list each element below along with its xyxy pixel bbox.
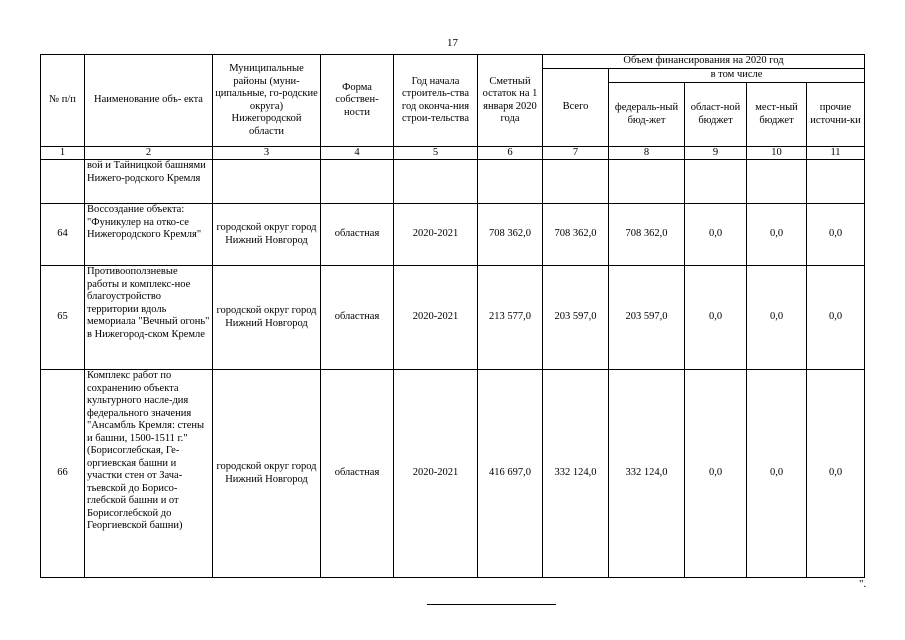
cell-federal (609, 160, 685, 204)
table-row (41, 266, 865, 370)
cell-other: 0,0 (807, 204, 865, 266)
cell-local: 0,0 (747, 204, 807, 266)
header-federal: федераль-ный бюд-жет (609, 83, 685, 147)
header-name: Наименование объ- екта (85, 55, 213, 147)
cell-other: 0,0 (807, 370, 865, 578)
header-other: прочие источни-ки (807, 83, 865, 147)
column-number: 10 (747, 147, 807, 160)
cell-total: 203 597,0 (543, 266, 609, 370)
column-number: 1 (41, 147, 85, 160)
end-rule (427, 604, 556, 605)
column-number: 6 (478, 147, 543, 160)
cell-local: 0,0 (747, 370, 807, 578)
cell-local: 0,0 (747, 266, 807, 370)
column-number: 9 (685, 147, 747, 160)
cell-other (807, 160, 865, 204)
cell-ownership: областная (321, 204, 394, 266)
column-number: 5 (394, 147, 478, 160)
cell-name: вой и Тайницкой башнями Нижего-родского Кремля (85, 160, 213, 204)
cell-regional: 0,0 (685, 204, 747, 266)
closing-quote-mark: ". (859, 578, 867, 590)
cell-other: 0,0 (807, 266, 865, 370)
cell-district: городской округ город Нижний Новгород (213, 370, 321, 578)
column-number: 7 (543, 147, 609, 160)
column-number: 4 (321, 147, 394, 160)
header-districts: Муниципальные районы (муни-ципальные, го-родские округа) Нижегородской области (213, 55, 321, 147)
cell-years (394, 160, 478, 204)
cell-name: Противооползневые работы и комплекс-ное благоустройство территории вдоль мемориала "Вечный огонь" в Нижегород-ском Кремле (85, 266, 213, 370)
cell-num: 66 (41, 370, 85, 578)
cell-balance: 213 577,0 (478, 266, 543, 370)
cell-district: городской округ город Нижний Новгород (213, 266, 321, 370)
header-balance: Сметный остаток на 1 января 2020 года (478, 55, 543, 147)
column-number: 11 (807, 147, 865, 160)
financing-table (40, 54, 865, 578)
cell-num: 64 (41, 204, 85, 266)
cell-years: 2020-2021 (394, 370, 478, 578)
cell-ownership: областная (321, 266, 394, 370)
column-number-row (41, 147, 865, 160)
header-num: № п/п (41, 55, 85, 147)
cell-total: 708 362,0 (543, 204, 609, 266)
cell-years: 2020-2021 (394, 204, 478, 266)
cell-local (747, 160, 807, 204)
cell-regional: 0,0 (685, 266, 747, 370)
header-financing: Объем финансирования на 2020 год (543, 55, 865, 69)
cell-years: 2020-2021 (394, 266, 478, 370)
header-regional: област-ной бюджет (685, 83, 747, 147)
page-number: 17 (447, 37, 458, 49)
cell-balance: 416 697,0 (478, 370, 543, 578)
cell-federal: 708 362,0 (609, 204, 685, 266)
cell-ownership: областная (321, 370, 394, 578)
cell-total (543, 160, 609, 204)
cell-balance (478, 160, 543, 204)
cell-total: 332 124,0 (543, 370, 609, 578)
table-row (41, 204, 865, 266)
cell-regional: 0,0 (685, 370, 747, 578)
cell-federal: 332 124,0 (609, 370, 685, 578)
cell-num: 65 (41, 266, 85, 370)
cell-num (41, 160, 85, 204)
cell-regional (685, 160, 747, 204)
column-number: 8 (609, 147, 685, 160)
column-number: 3 (213, 147, 321, 160)
header-years: Год начала строитель-ства год оконча-ния строи-тельства (394, 55, 478, 147)
cell-district (213, 160, 321, 204)
cell-federal: 203 597,0 (609, 266, 685, 370)
cell-name: Воссоздание объекта: "Фуникулер на отко-се Нижегородского Кремля" (85, 204, 213, 266)
column-number: 2 (85, 147, 213, 160)
cell-ownership (321, 160, 394, 204)
header-ownership: Форма собствен-ности (321, 55, 394, 147)
cell-name: Комплекс работ по сохранению объекта культурного насле-дия федерального значения "Ансамбль Кремля: стены и башни, 1500-1511 г." (Борисоглебская, Ге-оргиевская башни и участки стен от Зача-тьевской до Борисо-глебской башни и от Борисоглебской до Георгиевской башни) (85, 370, 213, 578)
continuation-row (41, 160, 865, 204)
table-row (41, 370, 865, 578)
header-including: в том числе (609, 69, 865, 83)
header-local: мест-ный бюджет (747, 83, 807, 147)
cell-balance: 708 362,0 (478, 204, 543, 266)
header-total: Всего (543, 69, 609, 147)
cell-district: городской округ город Нижний Новгород (213, 204, 321, 266)
